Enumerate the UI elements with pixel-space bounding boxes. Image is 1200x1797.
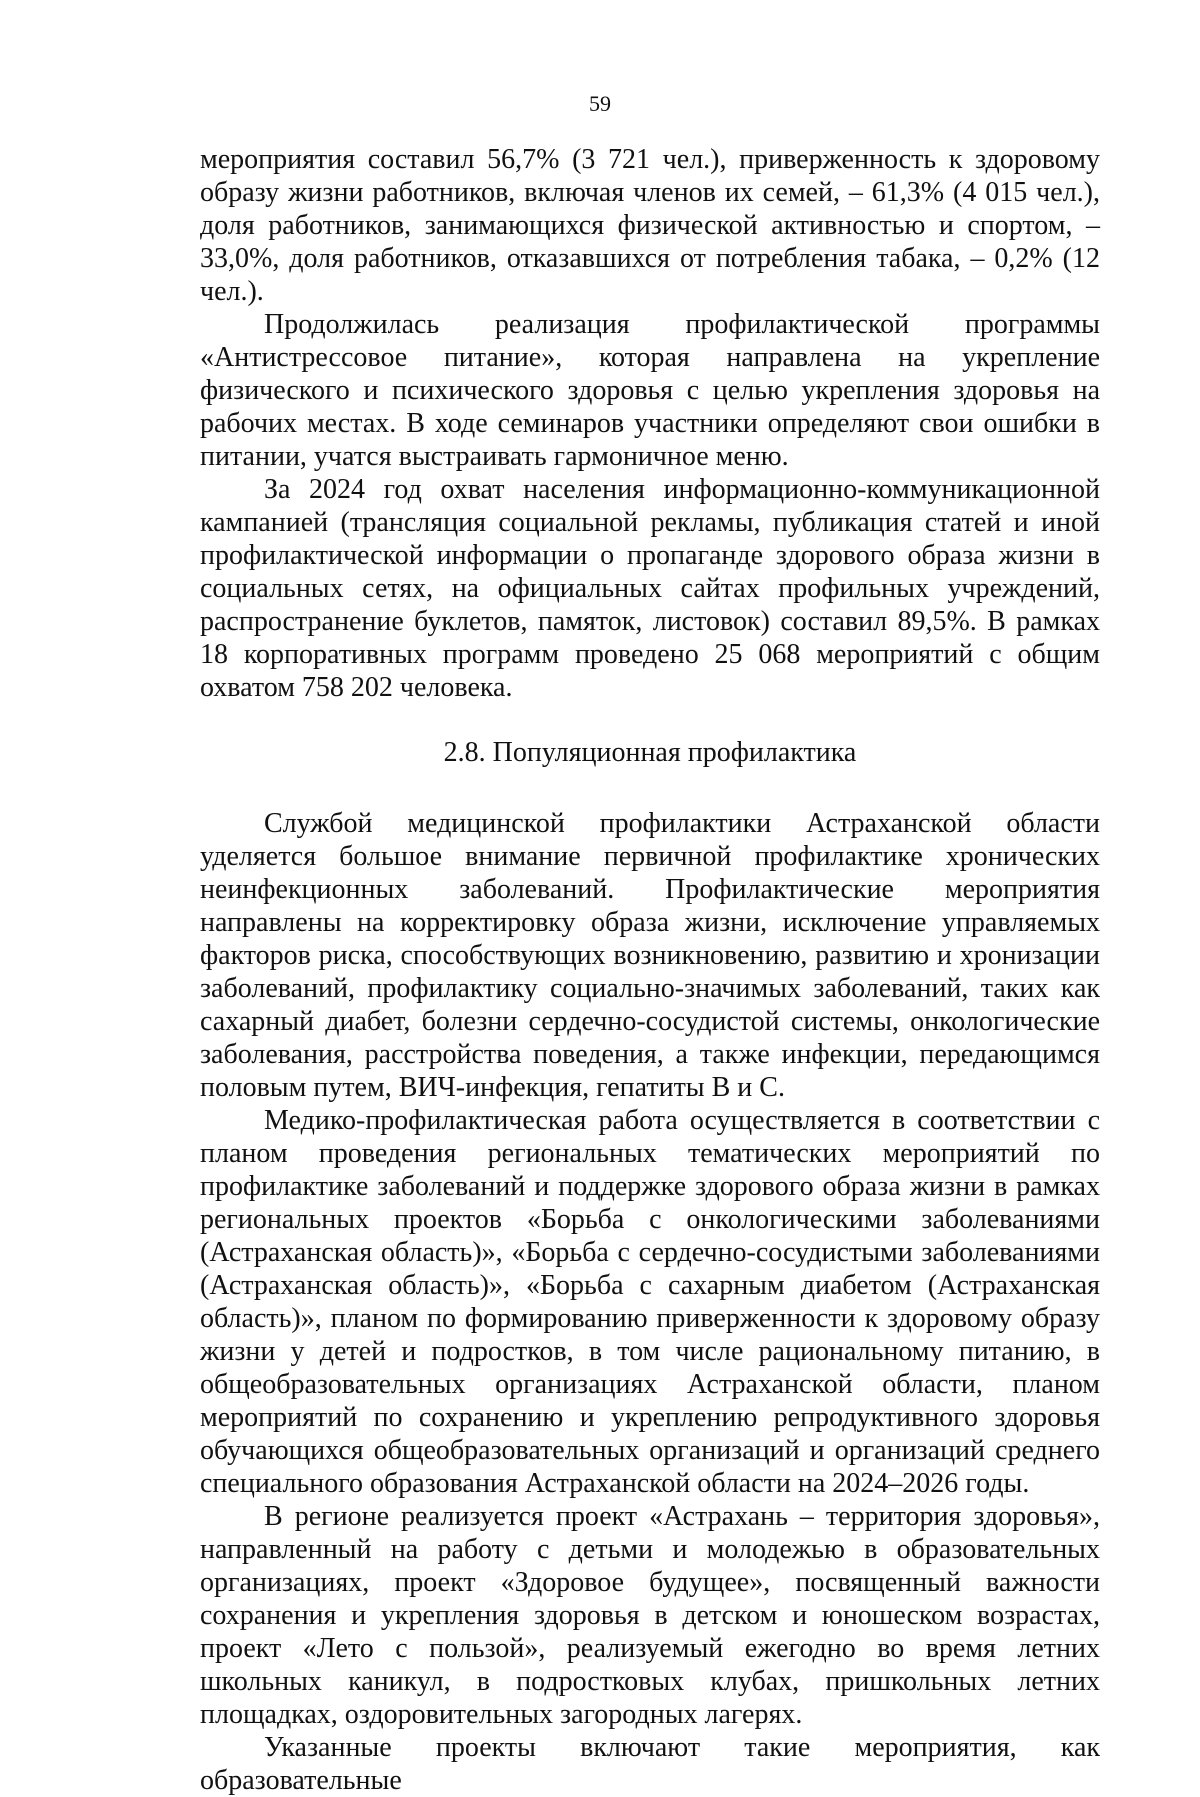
page-number: 59: [589, 91, 611, 116]
paragraph: В регионе реализуется проект «Астрахань – территория здоровья», направленный на работу с детьми и молодежью в образовательных организациях, проект «Здоровое будущее», посвященный важности сохранения и укрепления здоровья в детском и юношеском возрастах, проект «Лето с пользой», реализуемый ежегодно во время летних школьных каникул, в подростковых клубах, пришкольных летних площадках, оздоровительных загородных лагерях.: [200, 1501, 1100, 1730]
section-heading: 2.8. Популяционная профилактика: [443, 737, 857, 768]
paragraph: Продолжилась реализация профилактической программы «Антистрессовое питание», которая направлена на укрепление физического и психического здоровья с целью укрепления здоровья на рабочих местах. В ходе семинаров участники определяют свои ошибки в питании, учатся выстраивать гармоничное меню.: [200, 309, 1100, 472]
paragraph: Медико-профилактическая работа осуществляется в соответствии с планом проведения региональных тематических мероприятий по профилактике заболеваний и поддержке здорового образа жизни в рамках региональных проектов «Борьба с онкологическими заболеваниями (Астраханская область)», «Борьба с сердечно-сосудистыми заболеваниями (Астраханская область)», «Борьба с сахарным диабетом (Астраханская область)», планом по формированию приверженности к здоровому образу жизни у детей и подростков, в том числе рациональному питанию, в общеобразовательных организациях Астраханской области, планом мероприятий по сохранению и укреплению репродуктивного здоровья обучающихся общеобразовательных организаций и организаций среднего специального образования Астраханской области на 2024–2026 годы.: [200, 1105, 1100, 1499]
paragraph-truncated: Указанные проекты включают такие мероприятия, как образовательные: [200, 1732, 1100, 1796]
document-body: [200, 143, 1100, 1797]
paragraph: За 2024 год охват населения информационно-коммуникационной кампанией (трансляция социальной рекламы, публикация статей и иной профилактической информации о пропаганде здорового образа жизни в социальных сетях, на официальных сайтах профильных учреждений, распространение буклетов, памяток, листовок) составил 89,5%. В рамках 18 корпоративных программ проведено 25 068 мероприятий с общим охватом 758 202 человека.: [200, 474, 1100, 703]
paragraph-continued: мероприятия составил 56,7% (3 721 чел.), приверженность к здоровому образу жизни работников, включая членов их семей, – 61,3% (4 015 чел.), доля работников, занимающихся физической активностью и спортом, – 33,0%, доля работников, отказавшихся от потребления табака, – 0,2% (12 чел.).: [200, 144, 1100, 307]
paragraph: Службой медицинской профилактики Астраханской области уделяется большое внимание первичной профилактике хронических неинфекционных заболеваний. Профилактические мероприятия направлены на корректировку образа жизни, исключение управляемых факторов риска, способствующих возникновению, развитию и хронизации заболеваний, профилактику социально-значимых заболеваний, таких как сахарный диабет, болезни сердечно-сосудистой системы, онкологические заболевания, расстройства поведения, а также инфекции, передающимся половым путем, ВИЧ-инфекция, гепатиты В и С.: [200, 808, 1100, 1103]
